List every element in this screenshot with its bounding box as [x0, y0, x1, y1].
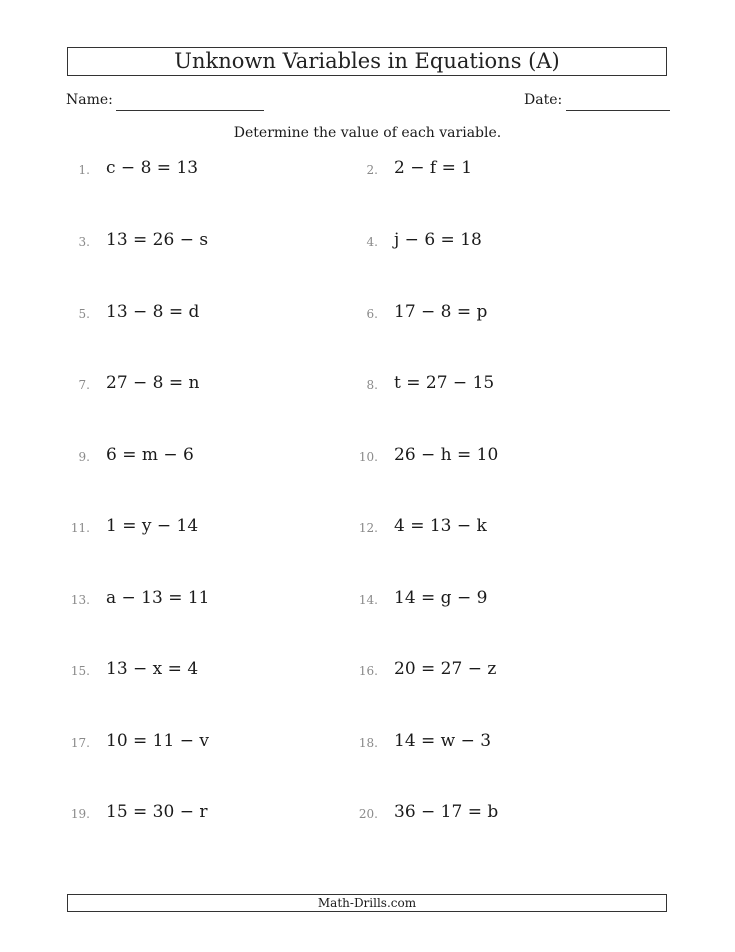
problem-number: 15. [70, 664, 90, 678]
problem-equation: 13 − x = 4 [106, 659, 199, 679]
problem-equation: 20 = 27 − z [394, 659, 497, 679]
problem-item [355, 373, 645, 397]
worksheet-title: Unknown Variables in Equations (A) [67, 47, 667, 76]
problem-equation: 2 − f = 1 [394, 158, 473, 178]
problem-number: 8. [366, 378, 378, 392]
problem-equation: 36 − 17 = b [394, 802, 499, 822]
problem-item [67, 802, 357, 826]
problem-number: 5. [78, 307, 90, 321]
name-label: Name: [66, 92, 113, 108]
problem-equation: 10 = 11 − v [106, 731, 209, 751]
problem-number: 20. [358, 807, 378, 821]
problem-number: 2. [366, 163, 378, 177]
problem-equation: 17 − 8 = p [394, 302, 488, 322]
problem-item [355, 230, 645, 254]
problem-equation: 26 − h = 10 [394, 445, 499, 465]
problem-equation: 6 = m − 6 [106, 445, 194, 465]
problem-item [355, 302, 645, 326]
problem-item [355, 659, 645, 683]
problem-number: 19. [70, 807, 90, 821]
problem-number: 13. [70, 593, 90, 607]
problem-item [355, 731, 645, 755]
instructions: Determine the value of each variable. [233, 125, 502, 141]
problem-number: 9. [78, 450, 90, 464]
problem-equation: j − 6 = 18 [394, 230, 482, 250]
problem-equation: c − 8 = 13 [106, 158, 199, 178]
name-field-line[interactable] [116, 110, 264, 111]
problem-item [67, 302, 357, 326]
date-field-line[interactable] [566, 110, 670, 111]
problem-item [355, 516, 645, 540]
problem-number: 14. [358, 593, 378, 607]
problem-number: 4. [366, 235, 378, 249]
problem-item [67, 588, 357, 612]
problem-item [67, 373, 357, 397]
problem-equation: 4 = 13 − k [394, 516, 487, 536]
footer-credit: Math-Drills.com [67, 894, 667, 912]
problem-number: 10. [358, 450, 378, 464]
problem-number: 17. [70, 736, 90, 750]
problem-item [67, 516, 357, 540]
problem-equation: 14 = g − 9 [394, 588, 488, 608]
problem-item [355, 445, 645, 469]
problem-number: 12. [358, 521, 378, 535]
problem-number: 6. [366, 307, 378, 321]
problem-equation: a − 13 = 11 [106, 588, 210, 608]
problem-equation: 13 − 8 = d [106, 302, 200, 322]
problem-item [67, 230, 357, 254]
problem-number: 1. [78, 163, 90, 177]
problem-item [67, 659, 357, 683]
problem-equation: 15 = 30 − r [106, 802, 208, 822]
problem-item [67, 731, 357, 755]
problem-item [355, 802, 645, 826]
problem-equation: 27 − 8 = n [106, 373, 200, 393]
problem-item [355, 588, 645, 612]
problem-item [67, 445, 357, 469]
problem-equation: 13 = 26 − s [106, 230, 209, 250]
problem-number: 11. [70, 521, 90, 535]
problem-number: 3. [78, 235, 90, 249]
date-label: Date: [524, 92, 563, 108]
problem-number: 16. [358, 664, 378, 678]
problem-item [67, 158, 357, 182]
problem-number: 18. [358, 736, 378, 750]
problem-equation: t = 27 − 15 [394, 373, 495, 393]
problem-item [355, 158, 645, 182]
problem-equation: 14 = w − 3 [394, 731, 492, 751]
problem-equation: 1 = y − 14 [106, 516, 199, 536]
problem-number: 7. [78, 378, 90, 392]
